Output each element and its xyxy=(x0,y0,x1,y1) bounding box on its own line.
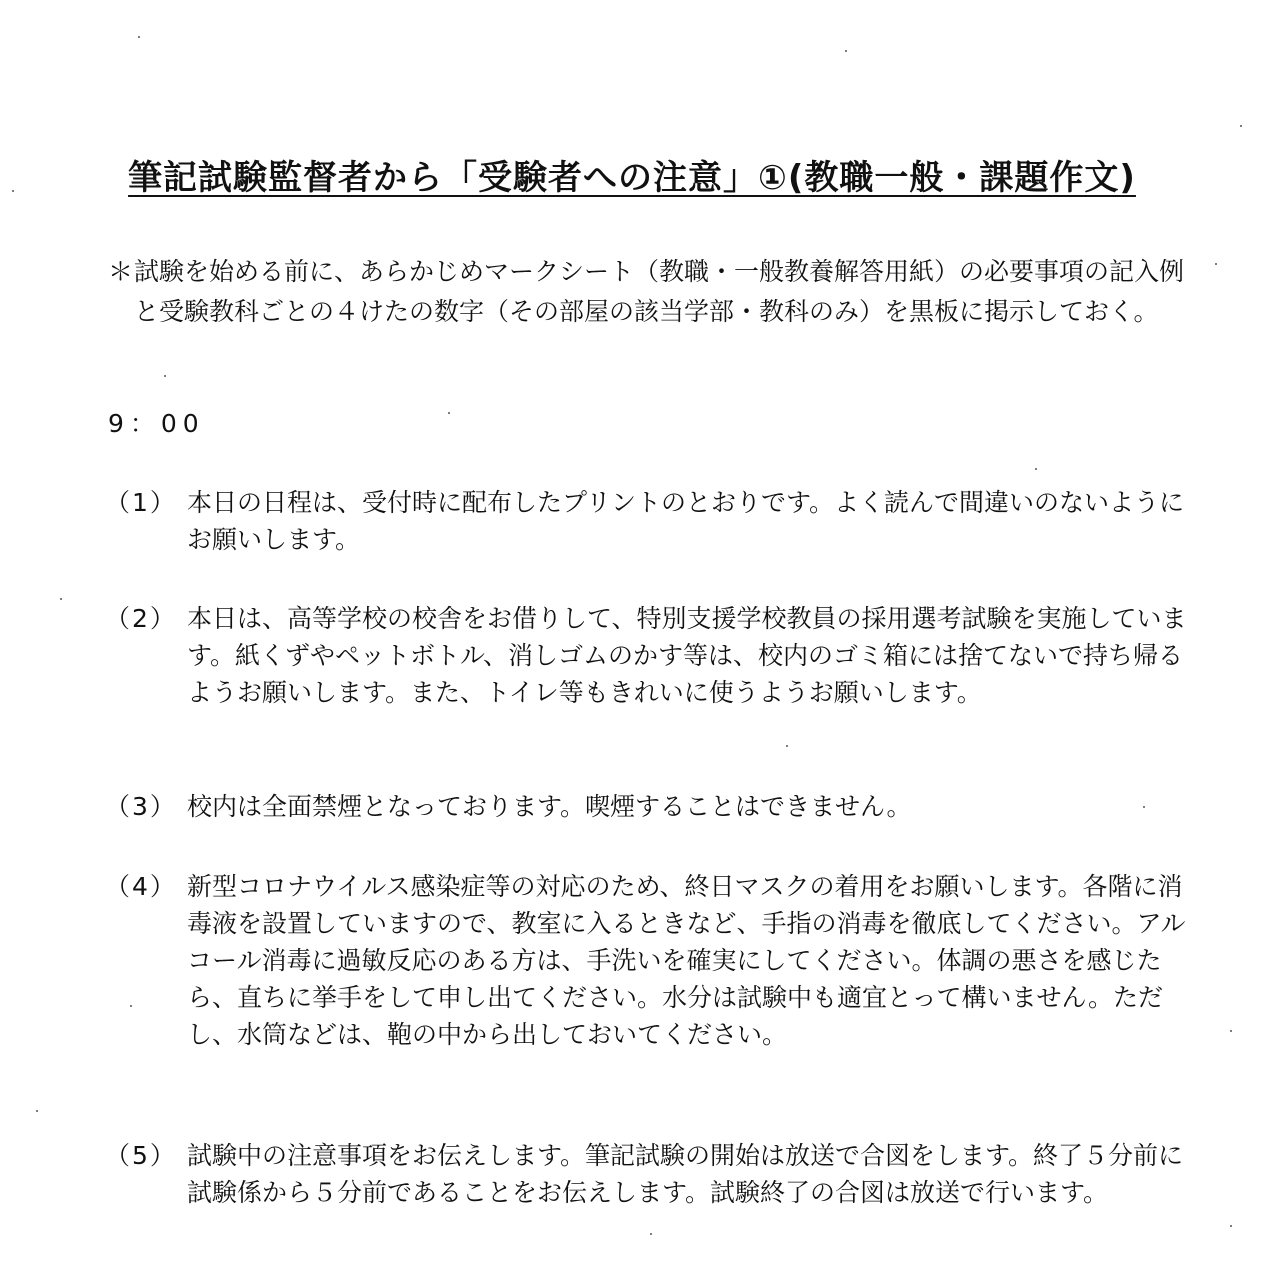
scan-speck xyxy=(786,745,788,747)
start-time: 9：00 xyxy=(108,409,205,438)
item-number: （1） xyxy=(105,488,177,517)
item-text: 校内は全面禁煙となっております。喫煙することはできません。 xyxy=(187,792,912,821)
instruction-item xyxy=(105,1137,1200,1211)
item-number: （2） xyxy=(105,604,177,633)
item-text: 本日は、高等学校の校舎をお借りして、特別支援学校教員の採用選考試験を実施しています。紙くずやペットボトル、消しゴムのかす等は、校内のゴミ箱には捨てないで持ち帰るようお願いします。また、トイレ等もきれいに使うようお願いします。 xyxy=(187,604,1187,707)
scan-speck xyxy=(36,1110,38,1112)
instruction-item xyxy=(105,600,1200,711)
scan-speck xyxy=(1230,1030,1232,1032)
scan-speck xyxy=(1230,1225,1232,1227)
instruction-item xyxy=(105,868,1200,1053)
item-number: （4） xyxy=(105,872,177,901)
scan-speck xyxy=(650,1233,652,1235)
scan-speck xyxy=(1143,806,1145,808)
item-number: （5） xyxy=(105,1141,177,1170)
preparation-note xyxy=(108,252,1198,332)
item-text: 新型コロナウイルス感染症等の対応のため、終日マスクの着用をお願いします。各階に消毒液を設置していますので、教室に入るときなど、手指の消毒を徹底してください。アルコール消毒に過敏反応のある方は、手洗いを確実にしてください。体調の悪さを感じたら、直ちに挙手をして申し出てください。水分は試験中も適宜とって構いません。ただし、水筒などは、鞄の中から出しておいてください。 xyxy=(187,872,1186,1049)
scan-speck xyxy=(60,598,62,600)
instruction-item xyxy=(105,788,1200,825)
scan-speck xyxy=(1035,468,1037,470)
scan-speck xyxy=(448,412,450,414)
document-title xyxy=(0,150,1264,199)
scan-speck xyxy=(164,375,166,377)
scan-speck xyxy=(138,36,140,38)
scan-speck xyxy=(1215,263,1217,265)
document-title-text: 筆記試験監督者から「受験者への注意」①(教職一般・課題作文) xyxy=(128,158,1136,198)
item-number: （3） xyxy=(105,792,177,821)
scan-speck xyxy=(845,50,847,52)
scan-speck xyxy=(12,190,14,192)
scan-speck xyxy=(130,1005,132,1007)
item-text: 本日の日程は、受付時に配布したプリントのとおりです。よく読んで間違いのないようにお願いします。 xyxy=(187,488,1185,554)
note-asterisk: ＊ xyxy=(108,257,134,286)
item-text: 試験中の注意事項をお伝えします。筆記試験の開始は放送で合図をします。終了５分前に試験係から５分前であることをお伝えします。試験終了の合図は放送で行います。 xyxy=(187,1141,1184,1207)
note-text: 試験を始める前に、あらかじめマークシート（教職・一般教養解答用紙）の必要事項の記入例と受験教科ごとの４けたの数字（その部屋の該当学部・教科のみ）を黒板に掲示しておく。 xyxy=(134,257,1185,326)
scan-speck xyxy=(1240,125,1242,127)
instruction-item xyxy=(105,484,1200,558)
